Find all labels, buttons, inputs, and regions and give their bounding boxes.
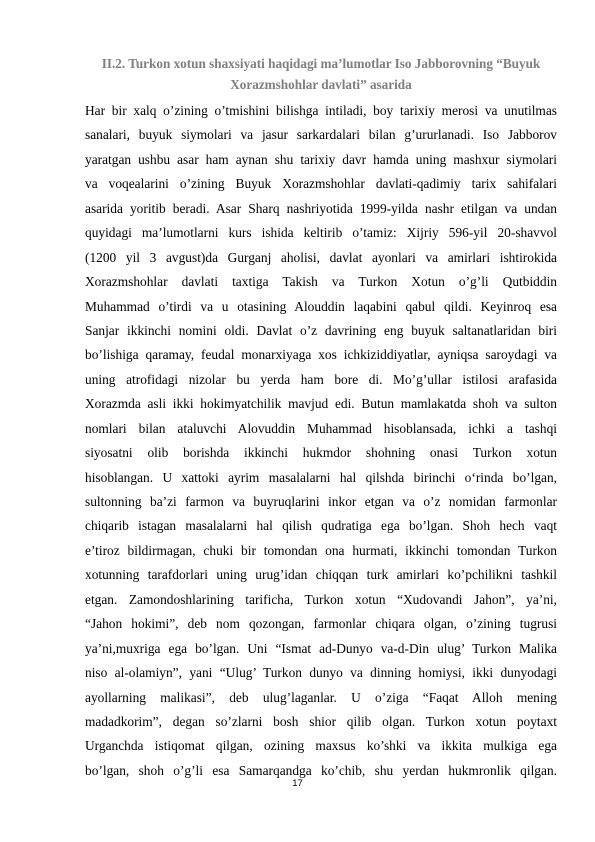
- page-number: 17: [292, 778, 303, 789]
- paragraph-line: niso al-olamiyn”, yani “Ulug’ Turkon dunyo va dinning homiysi, ikki dunyodagi: [85, 665, 557, 681]
- paragraph-line: yaratgan ushbu asar ham aynan shu tarixiy davr hamda uning mashxur siymolari: [85, 151, 557, 167]
- paragraph-line: sultonning ba’zi farmon va buyruqlarini inkor etgan va o’z nomidan farmonlar: [85, 494, 557, 509]
- paragraph-line: Sanjar ikkinchi nomini oldi. Davlat o’z davrining eng buyuk saltanatlaridan biri: [85, 322, 557, 338]
- paragraph-line: va voqealarini o’zining Buyuk Xorazmshohlar davlati-qadimiy tarix sahifalari: [85, 176, 557, 192]
- paragraph-line: Har bir xalq o’zining o’tmishini bilishga intiladi, boy tarixiy merosi va unutilmas: [85, 103, 557, 118]
- paragraph-line: “Jahon hokimi”, deb nom qozongan, farmonlar chiqara olgan, o’zining tugrusi: [85, 616, 557, 632]
- paragraph-line: bo’lishiga qaramay, feudal monarxiyaga xos ichkiziddiyatlar, ayniqsa saroydagi va: [85, 347, 557, 363]
- paragraph-line: Xorazmshohlar davlati taxtiga Takish va Turkon Xotun o’g’li Qutbiddin: [85, 274, 557, 290]
- section-heading: [85, 53, 557, 95]
- paragraph-line: e’tiroz bildirmagan, chuki bir tomondan ona hurmati, ikkinchi tomondan Turkon: [85, 542, 557, 558]
- paragraph-line: Xorazmda asli ikki hokimyatchilik mavjud edi. Butun mamlakatda shoh va sulton: [85, 396, 557, 412]
- paragraph-line: Muhammad o’tirdi va u otasining Alouddin laqabini qabul qildi. Keyinroq esa: [85, 298, 557, 314]
- paragraph-line: ya’ni,muxriga ega bo’lgan. Uni “Ismat ad-Dunyo va-d-Din ulug’ Turkon Malika: [85, 640, 557, 656]
- paragraph-line: quyidagi ma’lumotlarni kurs ishida keltirib o’tamiz: Xijriy 596-yil 20-shavvol: [85, 225, 557, 241]
- paragraph-line: nomlari bilan ataluvchi Alovuddin Muhammad hisoblansada, ichki a tashqi: [85, 420, 557, 436]
- paragraph-line: ayollarning malikasi”, deb ulug’laganlar. U o’ziga “Faqat Alloh mening: [85, 689, 557, 705]
- paragraph-line: bo’lgan, shoh o’g’li esa Samarqandga ko’chib, shu yerdan hukmronlik qilgan.: [85, 762, 557, 778]
- paragraph-line: asarida yoritib beradi. Asar Sharq nashriyotida 1999-yilda nashr etilgan va undan: [85, 200, 557, 216]
- paragraph-line: etgan. Zamondoshlarining tarificha, Turkon xotun “Xudovandi Jahon”, ya’ni,: [85, 591, 557, 607]
- body-paragraph: [85, 99, 557, 783]
- paragraph-line: Urganchda istiqomat qilgan, ozining maxsus ko’shki va ikkita mulkiga ega: [85, 738, 557, 754]
- paragraph-line: sanalari, buyuk siymolari va jasur sarkardalari bilan g’ururlanadi. Iso Jabborov: [85, 127, 557, 143]
- paragraph-line: uning atrofidagi nizolar bu yerda ham bore di. Mo’g’ullar istilosi arafasida: [85, 371, 557, 387]
- section-heading-line-2: Xorazmshohlar davlati” asarida: [230, 77, 412, 92]
- paragraph-line: (1200 yil 3 avgust)da Gurganj aholisi, davlat ayonlari va amirlari ishtirokida: [85, 249, 557, 265]
- paragraph-line: hisoblangan. U xattoki ayrim masalalarni hal qilshda birinchi o‘rinda bo’lgan,: [85, 469, 557, 485]
- paragraph-line: siyosatni olib borishda ikkinchi hukmdor shohning onasi Turkon xotun: [85, 445, 557, 461]
- paragraph-line: chiqarib istagan masalalarni hal qilish qudratiga ega bo’lgan. Shoh hech vaqt: [85, 518, 557, 534]
- section-heading-line-1: II.2. Turkon xotun shaxsiyati haqidagi ma’lumotlar Iso Jabborovning “Buyuk: [101, 56, 541, 71]
- paragraph-line: madadkorim”, degan so’zlarni bosh shior qilib olgan. Turkon xotun poytaxt: [85, 713, 557, 729]
- paragraph-line: xotunning tarafdorlari uning urug’idan chiqqan turk amirlari ko’pchilikni tashkil: [85, 567, 557, 583]
